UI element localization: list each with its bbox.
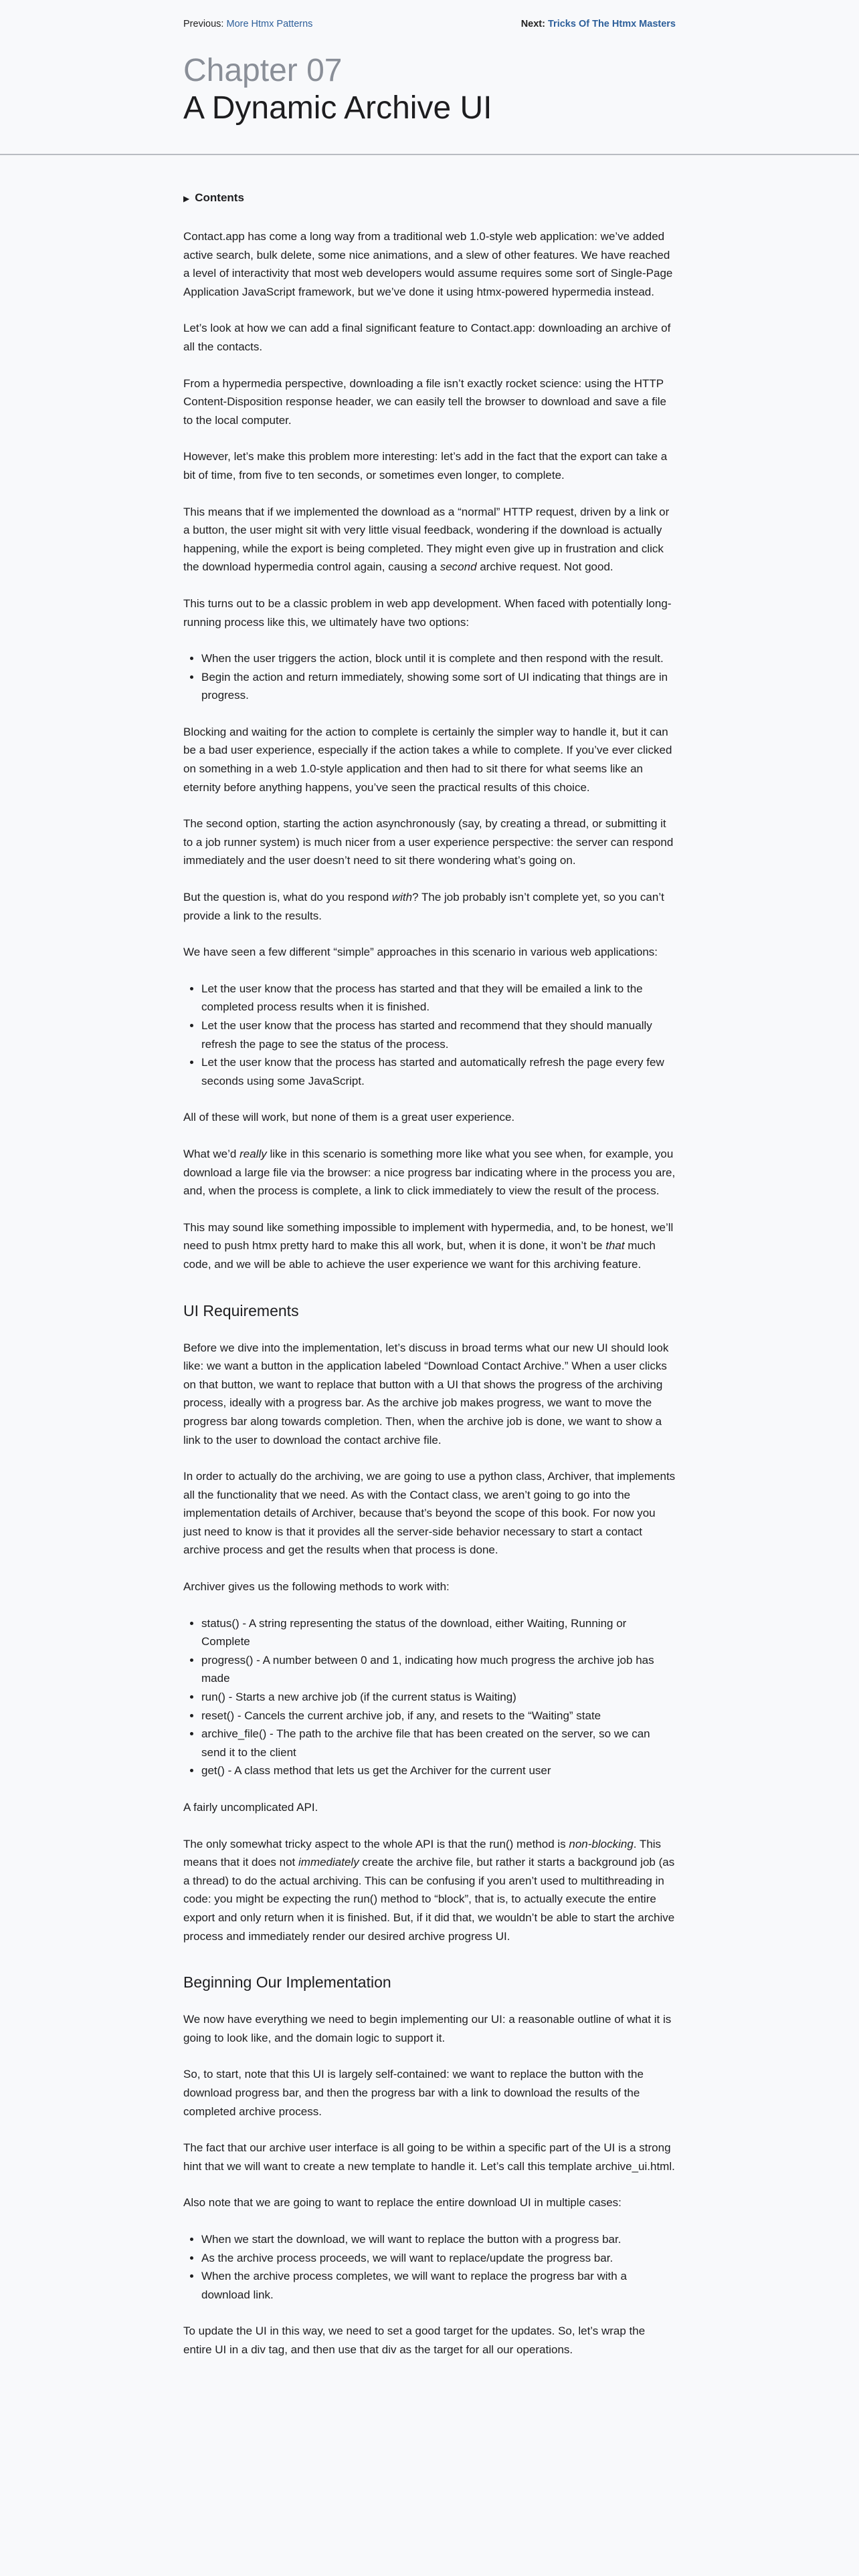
list-item: • Let the user know that the process has started and that they will be emailed a link to the completed process results when it is finished. xyxy=(201,980,676,1016)
paragraph: Contact.app has come a long way from a traditional web 1.0-style web application: we’ve added active search, bulk delete, some nice animations, and a slew of other features. We have reached a level of interactivity that most web developers would assume requires some sort of Single-Page Application JavaScript framework, but we’ve done it using htmx-powered hypermedia instead. xyxy=(183,230,673,298)
text-span: This means that if we implemented the download as a “normal” HTTP request, driven by a link or a button, the user might sit with very little visual feedback, wondering if the download is actually happening, while the export is being completed. They might even give up in frustration and click the download hypermedia control again, causing a xyxy=(183,505,670,574)
list-item: • As the archive process proceeds, we will want to replace/update the progress bar. xyxy=(201,2249,676,2268)
page-title: A Dynamic Archive UI xyxy=(183,90,492,126)
section-heading-ui-requirements: UI Requirements xyxy=(183,1301,299,1319)
paragraph: Before we dive into the implementation, let’s discuss in broad terms what our new UI should look like: we want a button in the application labeled “Download Contact Archive.” When a user clicks on that button, we want to replace that button with a UI that shows the progress of the archiving process, ideally with a progress bar. As the archive job makes progress, we want to move the progress bar along towards completion. Then, when the archive job is done, we want to show a link to the user to download the contact archive file. xyxy=(183,1341,669,1446)
options-list xyxy=(183,649,676,705)
contents-label: Contents xyxy=(195,191,244,204)
list-item: • get() - A class method that lets us get the Archiver for the current user xyxy=(201,1761,676,1780)
paragraph: Let’s look at how we can add a final significant feature to Contact.app: downloading an archive of all the contacts. xyxy=(183,322,671,353)
emphasis: really xyxy=(240,1147,267,1160)
text-span: archive request. Not good. xyxy=(476,560,613,574)
text-span: What we’d xyxy=(183,1147,240,1160)
paragraph: A fairly uncomplicated API. xyxy=(183,1801,318,1814)
text-span: much code, and we will be able to achieve the user experience we want for this archiving feature. xyxy=(183,1239,656,1271)
text-span: create the archive file, but rather it starts a background job (as a thread) to do the actual archiving. This can be confusing if you aren’t used to multithreading in code: you might be expecting the run() method to “block”, that is, to actually execute the entire export and only return when it is finished. But, if it did that, we wouldn’t be able to start the archive process and immediately render our desired archive progress UI. xyxy=(183,1856,675,1943)
paragraph: So, to start, note that this UI is largely self-contained: we want to replace the button with the download progress bar, and then the progress bar with a link to download the results of the completed archive process. xyxy=(183,2068,644,2118)
paragraph xyxy=(183,503,676,576)
emphasis: immediately xyxy=(298,1856,359,1869)
replace-cases-list xyxy=(183,2230,676,2304)
article-body xyxy=(183,155,676,2359)
previous-nav xyxy=(183,19,312,29)
paragraph: However, let’s make this problem more interesting: let’s add in the fact that the export can take a bit of time, from five to ten seconds, or sometimes even longer, to complete. xyxy=(183,450,668,481)
next-chapter-link[interactable]: Tricks Of The Htmx Masters xyxy=(548,19,676,29)
list-item: • When we start the download, we will want to replace the button with a progress bar. xyxy=(201,2230,676,2249)
paragraph: The fact that our archive user interface is all going to be within a specific part of the UI is a strong hint that we will want to create a new template to handle it. Let’s call this template archive_ui.html. xyxy=(183,2141,675,2173)
emphasis: that xyxy=(605,1239,625,1253)
text-span: ? The job probably isn’t complete yet, so you can’t provide a link to the results. xyxy=(183,891,664,922)
paragraph xyxy=(183,1145,676,1200)
paragraph: To update the UI in this way, we need to set a good target for the updates. So, let’s wrap the entire UI in a div tag, and then use that div as the target for all our operations. xyxy=(183,2325,646,2356)
previous-label: Previous: xyxy=(183,19,224,29)
next-nav xyxy=(521,19,676,29)
paragraph: The second option, starting the action asynchronously (say, by creating a thread, or submitting it to a job runner system) is much nicer from a user experience perspective: the server can respond immediately and the user doesn’t need to sit there wondering what’s going on. xyxy=(183,817,674,867)
text-span: . This means that it does not xyxy=(183,1837,662,1869)
list-item: • status() - A string representing the status of the download, either Waiting, Running or Complete xyxy=(201,1614,676,1651)
paragraph: We have seen a few different “simple” approaches in this scenario in various web applications: xyxy=(183,946,658,959)
paragraph: We now have everything we need to begin implementing our UI: a reasonable outline of what it is going to look like, and the domain logic to support it. xyxy=(183,2013,672,2044)
text-span: like in this scenario is something more like what you see when, for example, you download a large file via the browser: a nice progress bar indicating where in the process you are, and, when the process is complete, a link to click immediately to view the result of the process. xyxy=(183,1147,676,1198)
paragraph: Archiver gives us the following methods to work with: xyxy=(183,1580,450,1594)
list-item: • Let the user know that the process has started and automatically refresh the page every few seconds using some JavaScript. xyxy=(201,1053,676,1090)
list-item: • archive_file() - The path to the archive file that has been created on the server, so we can send it to the client xyxy=(201,1725,676,1761)
contents-toggle[interactable] xyxy=(183,191,676,205)
top-nav xyxy=(183,0,676,154)
chapter-header xyxy=(183,29,676,154)
paragraph: All of these will work, but none of them is a great user experience. xyxy=(183,1111,515,1124)
paragraph xyxy=(183,1835,676,1946)
emphasis: with xyxy=(391,891,413,904)
paragraph xyxy=(183,888,676,925)
approaches-list xyxy=(183,980,676,1091)
list-item: • When the user triggers the action, block until it is complete and then respond with the result. xyxy=(201,649,676,668)
section-heading-beginning-implementation: Beginning Our Implementation xyxy=(183,1973,391,1992)
previous-chapter-link[interactable]: More Htmx Patterns xyxy=(226,19,313,29)
paragraph: From a hypermedia perspective, downloading a file isn’t exactly rocket science: using the HTTP Content-Disposition response header, we can easily tell the browser to download and save a file to the local computer. xyxy=(183,377,666,427)
emphasis: second xyxy=(440,560,477,574)
list-item: • run() - Starts a new archive job (if the current status is Waiting) xyxy=(201,1688,676,1707)
paragraph: This turns out to be a classic problem in web app development. When faced with potentially long-running process like this, we ultimately have two options: xyxy=(183,597,672,629)
paragraph: In order to actually do the archiving, we are going to use a python class, Archiver, that implements all the functionality that we need. As with the Contact class, we aren’t going to go into the implementation details of Archiver, because that’s beyond the scope of this book. For now you just need to know is that it provides all the server-side behavior necessary to start a contact archive process and get the results when that process is done. xyxy=(183,1470,676,1557)
paragraph: Blocking and waiting for the action to complete is certainly the simpler way to handle it, but it can be a bad user experience, especially if the action takes a while to complete. If you’ve ever clicked on something in a web 1.0-style application and then had to sit there for what seems like an eternity before anything happens, you’ve seen the practical results of this choice. xyxy=(183,725,672,794)
archiver-methods-list xyxy=(183,1614,676,1780)
text-span: This may sound like something impossible to implement with hypermedia, and, to be honest, we’ll need to push htmx pretty hard to make this all work, but, when it is done, it won’t be xyxy=(183,1220,674,1253)
list-item: • When the archive process completes, we will want to replace the progress bar with a download link. xyxy=(201,2267,676,2304)
list-item: • Let the user know that the process has started and recommend that they should manually refresh the page to see the status of the process. xyxy=(201,1016,676,1053)
chapter-number: Chapter 07 xyxy=(183,53,343,88)
next-label: Next: xyxy=(520,19,545,29)
text-span: The only somewhat tricky aspect to the whole API is that the run() method is xyxy=(183,1837,569,1850)
paragraph xyxy=(183,1218,676,1274)
disclosure-triangle-icon: ▶ xyxy=(183,194,190,203)
list-item: • progress() - A number between 0 and 1, indicating how much progress the archive job has made xyxy=(201,1651,676,1688)
emphasis: non-blocking xyxy=(569,1837,634,1850)
text-span: But the question is, what do you respond xyxy=(183,891,392,904)
list-item: • Begin the action and return immediately, showing some sort of UI indicating that things are in progress. xyxy=(201,668,676,705)
paragraph: Also note that we are going to want to replace the entire download UI in multiple cases: xyxy=(183,2196,622,2210)
list-item: • reset() - Cancels the current archive job, if any, and resets to the “Waiting” state xyxy=(201,1707,676,1725)
